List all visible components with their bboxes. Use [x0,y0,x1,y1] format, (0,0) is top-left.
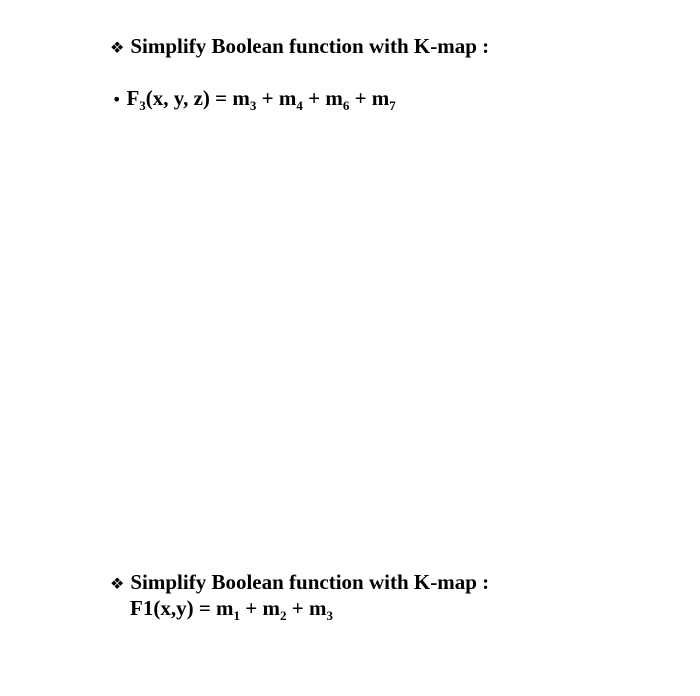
minterm-index: 4 [296,98,303,113]
minterm: m [278,86,297,110]
function-name-subscript: 3 [139,98,146,113]
minterm-index: 1 [233,608,241,623]
plus-operator: + [349,86,372,110]
section-2-heading [110,569,489,597]
plus-operator: + [240,596,263,620]
minterm-index: 3 [326,608,333,623]
bullet-icon: • [112,90,122,109]
section-2-heading-text: Simplify Boolean function with K-map : [130,570,490,594]
section-1-function [112,85,396,113]
minterm-index: 2 [280,608,287,623]
section-2-function [130,595,333,621]
minterm: m [262,596,280,620]
diamond-bullet-icon: ❖ [110,574,125,593]
minterm: m [325,86,343,110]
minterm-index: 7 [389,98,396,113]
minterm: m [216,596,234,620]
minterm-index: 6 [342,98,350,113]
function-name: F [126,86,140,110]
minterm-list [232,86,396,113]
minterm: m [308,596,327,620]
function-lhs: F1(x,y) = [130,596,217,620]
minterm-list [216,596,333,623]
minterm: m [232,86,250,110]
plus-operator: + [302,86,326,110]
function-args: (x, y, z) = [145,86,233,110]
minterm: m [371,86,390,110]
section-1-heading-text: Simplify Boolean function with K-map : [130,34,490,58]
minterm-index: 3 [249,98,257,113]
diamond-bullet-icon: ❖ [110,38,125,57]
plus-operator: + [286,596,309,620]
plus-operator: + [256,86,279,110]
section-1-heading [110,33,489,61]
